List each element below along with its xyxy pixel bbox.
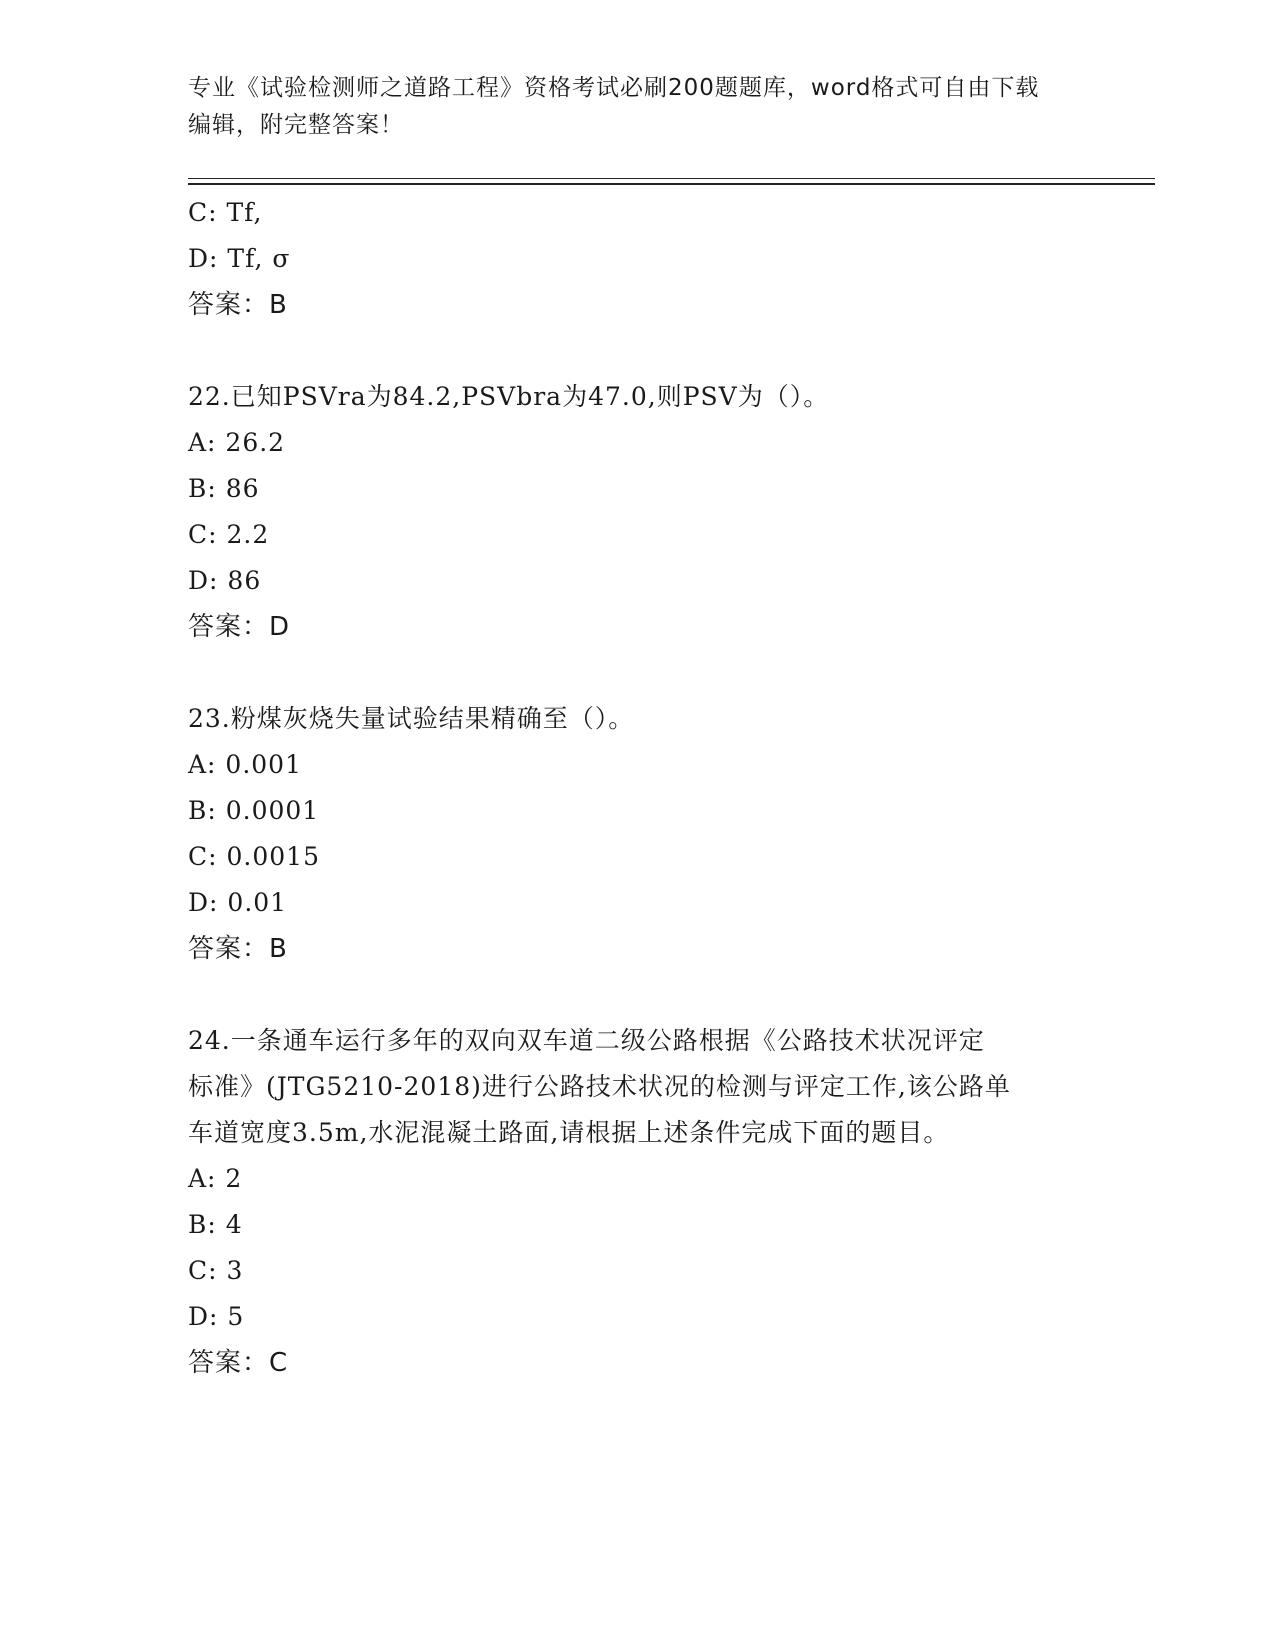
answer-line: 答案：B [188, 934, 288, 964]
option-c: C: Tf, [188, 198, 263, 227]
option-c: C: 2.2 [188, 520, 270, 549]
option-b: B: 86 [188, 474, 260, 503]
option-d: D: 5 [188, 1302, 245, 1331]
option-b: B: 4 [188, 1210, 243, 1239]
option-d: D: 86 [188, 566, 262, 595]
option-b: B: 0.0001 [188, 796, 320, 825]
document-header [188, 70, 1088, 144]
option-a: A: 26.2 [188, 428, 286, 457]
option-a: A: 2 [188, 1164, 243, 1193]
answer-line: 答案：B [188, 290, 288, 320]
answer-line: 答案：C [188, 1348, 289, 1378]
header-divider-thick [188, 183, 1155, 185]
question-22-text: 22.已知PSVra为84.2,PSVbra为47.0,则PSV为（）。 [188, 382, 830, 411]
question-24-text-line-1: 24.一条通车运行多年的双向双车道二级公路根据《公路技术状况评定 [188, 1026, 985, 1055]
option-c: C: 0.0015 [188, 842, 320, 871]
option-d: D: Tf, σ [188, 244, 291, 273]
header-line-2: 编辑，附完整答案！ [188, 112, 404, 138]
question-24-text-line-3: 车道宽度3.5m,水泥混凝土路面,请根据上述条件完成下面的题目。 [188, 1118, 950, 1147]
header-divider-thin [188, 178, 1155, 179]
option-c: C: 3 [188, 1256, 244, 1285]
option-a: A: 0.001 [188, 750, 302, 779]
question-23-text: 23.粉煤灰烧失量试验结果精确至（）。 [188, 704, 635, 733]
question-24-text-line-2: 标准》(JTG5210-2018)进行公路技术状况的检测与评定工作,该公路单 [188, 1072, 1011, 1101]
answer-line: 答案：D [188, 612, 291, 642]
option-d: D: 0.01 [188, 888, 288, 917]
question-list [188, 190, 1088, 1386]
header-line-1: 专业《试验检测师之道路工程》资格考试必刷200题题库，word格式可自由下载 [188, 75, 1040, 101]
